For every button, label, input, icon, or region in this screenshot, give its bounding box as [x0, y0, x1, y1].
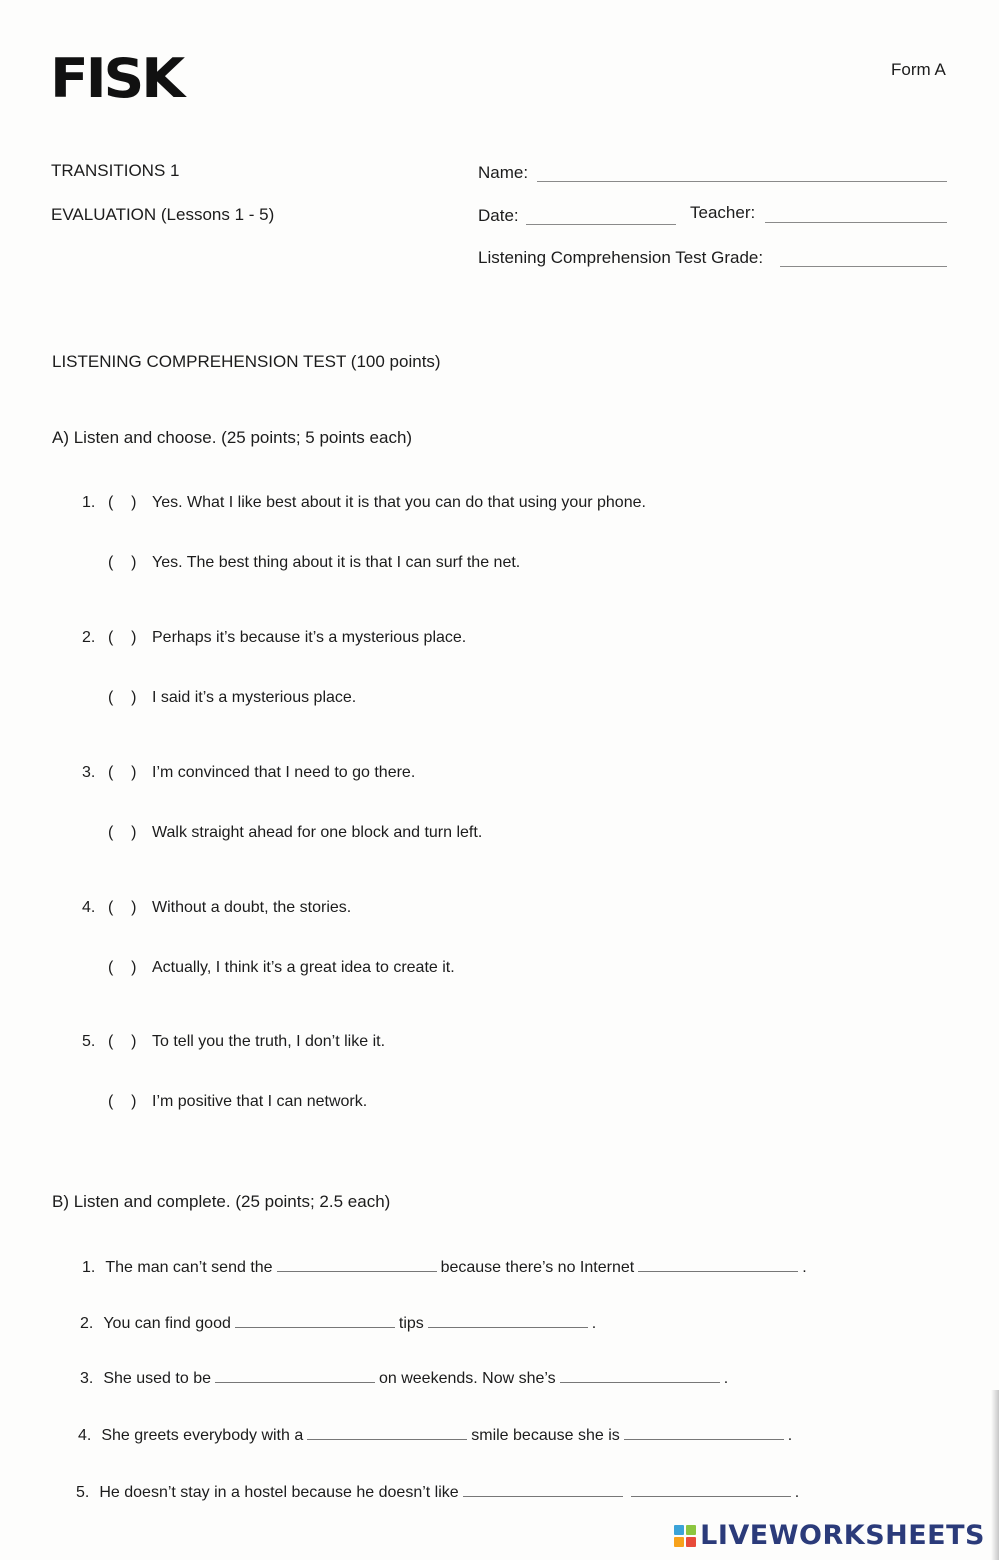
answer-option: Yes. The best thing about it is that I can surf the net.: [152, 554, 521, 571]
teacher-label: Teacher:: [690, 203, 756, 222]
name-label: Name:: [478, 163, 529, 182]
item-text-middle: because there’s no Internet: [440, 1259, 635, 1276]
blank-field[interactable]: [307, 1425, 467, 1440]
item-number: 5.: [76, 1484, 90, 1501]
blank-field[interactable]: [624, 1425, 784, 1440]
evaluation-title: EVALUATION (Lessons 1 - 5): [51, 205, 275, 224]
blank-field[interactable]: [631, 1482, 791, 1497]
answer-option: I said it’s a mysterious place.: [152, 689, 357, 706]
item-number: 3.: [80, 1370, 94, 1387]
question-number: 1.: [82, 494, 96, 511]
blank-field[interactable]: [428, 1313, 588, 1328]
answer-checkbox[interactable]: ( ): [108, 1033, 137, 1050]
grade-label: Listening Comprehension Test Grade:: [478, 248, 764, 267]
question-number: 3.: [82, 764, 96, 781]
course-title: TRANSITIONS 1: [51, 161, 180, 180]
item-text-end: .: [794, 1484, 800, 1501]
question-number: 4.: [82, 899, 96, 916]
completion-item: [80, 1368, 728, 1388]
item-text-start: He doesn’t stay in a hostel because he doesn’t like: [99, 1484, 459, 1501]
answer-checkbox[interactable]: ( ): [108, 689, 137, 706]
item-text-start: The man can’t send the: [105, 1259, 273, 1276]
answer-checkbox[interactable]: ( ): [108, 494, 137, 511]
completion-item: [80, 1313, 596, 1333]
part-b-title: B) Listen and complete. (25 points; 2.5 each): [52, 1192, 391, 1211]
item-number: 4.: [78, 1427, 92, 1444]
blank-field[interactable]: [215, 1368, 375, 1383]
item-text-middle: tips: [398, 1315, 424, 1332]
item-text-start: She used to be: [103, 1370, 211, 1387]
page-edge-shadow: [991, 1390, 999, 1560]
item-text-start: She greets everybody with a: [101, 1427, 304, 1444]
item-number: 1.: [82, 1259, 96, 1276]
teacher-field[interactable]: [765, 221, 947, 223]
answer-checkbox[interactable]: ( ): [108, 899, 137, 916]
completion-item: [76, 1482, 799, 1502]
date-field[interactable]: [526, 223, 676, 225]
answer-checkbox[interactable]: ( ): [108, 824, 137, 841]
answer-option: Walk straight ahead for one block and turn left.: [152, 824, 483, 841]
question-number: 2.: [82, 629, 96, 646]
blank-field[interactable]: [463, 1482, 623, 1497]
blank-field[interactable]: [560, 1368, 720, 1383]
answer-checkbox[interactable]: ( ): [108, 1093, 137, 1110]
item-text-end: .: [787, 1427, 793, 1444]
answer-option: To tell you the truth, I don’t like it.: [152, 1033, 386, 1050]
part-a-title: A) Listen and choose. (25 points; 5 points each): [52, 428, 413, 447]
answer-checkbox[interactable]: ( ): [108, 959, 137, 976]
fisk-logo: FISK: [50, 47, 183, 110]
item-text-start: You can find good: [103, 1315, 231, 1332]
answer-option: I’m convinced that I need to go there.: [152, 764, 416, 781]
item-text-end: .: [723, 1370, 729, 1387]
answer-option: Without a doubt, the stories.: [152, 899, 352, 916]
item-text-middle: smile because she is: [471, 1427, 620, 1444]
date-label: Date:: [478, 206, 519, 225]
test-title: LISTENING COMPREHENSION TEST (100 points): [52, 352, 441, 371]
completion-item: [78, 1425, 792, 1445]
item-text-end: .: [591, 1315, 597, 1332]
item-text-middle: on weekends. Now she’s: [378, 1370, 556, 1387]
answer-option: Actually, I think it’s a great idea to create it.: [152, 959, 455, 976]
answer-checkbox[interactable]: ( ): [108, 554, 137, 571]
liveworksheets-watermark: [674, 1520, 985, 1551]
blank-field[interactable]: [638, 1257, 798, 1272]
liveworksheets-logo-icon: [674, 1525, 696, 1547]
blank-field[interactable]: [235, 1313, 395, 1328]
watermark-text: LIVEWORKSHEETS: [700, 1520, 985, 1551]
answer-checkbox[interactable]: ( ): [108, 629, 137, 646]
answer-option: I’m positive that I can network.: [152, 1093, 368, 1110]
form-label: Form A: [891, 60, 946, 79]
answer-option: Yes. What I like best about it is that you can do that using your phone.: [152, 494, 646, 511]
name-field[interactable]: [537, 180, 947, 182]
answer-checkbox[interactable]: ( ): [108, 764, 137, 781]
question-number: 5.: [82, 1033, 96, 1050]
item-text-end: .: [802, 1259, 807, 1276]
blank-field[interactable]: [277, 1257, 437, 1272]
answer-option: Perhaps it’s because it’s a mysterious place.: [152, 629, 467, 646]
grade-field[interactable]: [780, 265, 947, 267]
completion-item: [82, 1257, 807, 1277]
item-number: 2.: [80, 1315, 94, 1332]
